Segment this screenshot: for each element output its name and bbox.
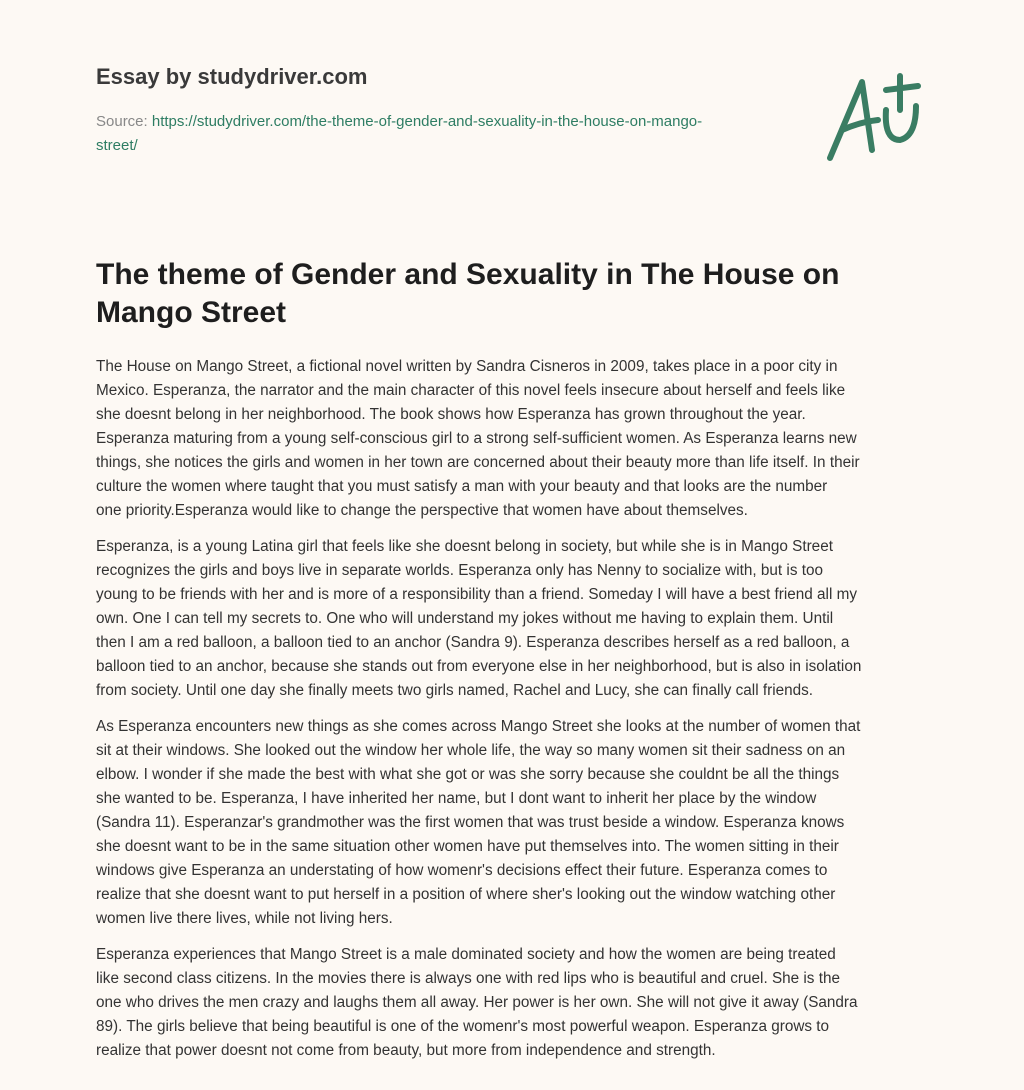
essay-title: The theme of Gender and Sexuality in The House on Mango Street — [96, 258, 840, 329]
paragraph-line: Esperanza experiences that Mango Street is a male dominated society and how the women are being treated — [96, 946, 836, 963]
paragraph-line: things, she notices the girls and women in her town are concerned about their beauty more than life itself. In their — [96, 454, 860, 471]
paragraph-line: she wanted to be. Esperanza, I have inherited her name, but I dont want to inherit her place by the window — [96, 790, 817, 807]
paragraph-line: 89). The girls believe that being beautiful is one of the womenr's most powerful weapon. Esperanza grows to — [96, 1018, 830, 1035]
paragraph-line: recognizes the girls and boys live in separate worlds. Esperanza only has Nenny to socialize with, but is too — [96, 562, 823, 579]
essay-paragraph — [96, 355, 946, 523]
essay-paragraph — [96, 943, 946, 1063]
paragraph-line: Mexico. Esperanza, the narrator and the main character of this novel feels insecure about herself and feels like — [96, 382, 846, 399]
paragraph-line: one who drives the men crazy and laughs them all away. Her power is her own. She will not give it away (Sandra — [96, 994, 858, 1011]
paragraph-line: from society. Until one day she finally meets two girls named, Rachel and Lucy, she can finally call friends. — [96, 682, 814, 699]
paragraph-line: (Sandra 11). Esperanzar's grandmother was the first women that was trust beside a window. Esperanza knows — [96, 814, 845, 831]
paragraph-line: then I am a red balloon, a balloon tied to an anchor (Sandra 9). Esperanza describes herself as a red balloon, a — [96, 634, 850, 651]
a-plus-logo-icon — [820, 70, 930, 170]
paragraph-line: one priority.Esperanza would like to change the perspective that women have about themselves. — [96, 502, 748, 519]
paragraph-line: like second class citizens. In the movies there is always one with red lips who is beautiful and cruel. She is the — [96, 970, 840, 987]
paragraph-line: young to be friends with her and is more of a responsibility than a friend. Someday I will have a best friend all my — [96, 586, 857, 603]
paragraph-line: balloon tied to an anchor, because she stands out from everyone else in her neighborhood, but is also in isolation — [96, 658, 862, 675]
paragraph-line: The House on Mango Street, a fictional novel written by Sandra Cisneros in 2009, takes place in a poor city in — [96, 358, 838, 375]
paragraph-line: elbow. I wonder if she made the best with what she got or was she sorry because she couldnt be all the things — [96, 766, 840, 783]
site-brand: Essay by studydriver.com — [96, 64, 368, 89]
paragraph-line: realize that power doesnt not come from beauty, but more from independence and strength. — [96, 1042, 716, 1059]
essay-paragraph — [96, 715, 946, 931]
paragraph-line: culture the women where taught that you must satisfy a man with your beauty and that looks are the number — [96, 478, 828, 495]
paragraph-line: sit at their windows. She looked out the window her whole life, the way so many women sit their sadness on an — [96, 742, 846, 759]
paragraph-line: own. One I can tell my secrets to. One who will understand my jokes without me having to explain them. Until — [96, 610, 834, 627]
paragraph-line: Esperanza, is a young Latina girl that feels like she doesnt belong in society, but while she is in Mango Street — [96, 538, 833, 555]
paragraph-line: Esperanza maturing from a young self-conscious girl to a strong self-sufficient women. As Esperanza learns new — [96, 430, 857, 447]
paragraph-line: women live there lives, while not living hers. — [96, 910, 393, 927]
paragraph-line: realize that she doesnt want to put herself in a position of where sher's looking out the window watching other — [96, 886, 836, 903]
paragraph-line: she doesnt want to be in the same situation other women have put themselves into. The women sitting in their — [96, 838, 839, 855]
source-line — [96, 110, 736, 158]
paragraph-line: As Esperanza encounters new things as she comes across Mango Street she looks at the number of women that — [96, 718, 861, 735]
paragraph-line: she doesnt belong in her neighborhood. The book shows how Esperanza has grown throughout the year. — [96, 406, 806, 423]
paragraph-line: windows give Esperanza an understating of how womenr's decisions effect their future. Esperanza comes to — [96, 862, 828, 879]
source-label: Source: — [96, 113, 148, 130]
essay-body — [96, 355, 946, 1075]
source-link[interactable]: https://studydriver.com/the-theme-of-gender-and-sexuality-in-the-house-on-mango-street/ — [96, 113, 703, 154]
essay-paragraph — [96, 535, 946, 703]
